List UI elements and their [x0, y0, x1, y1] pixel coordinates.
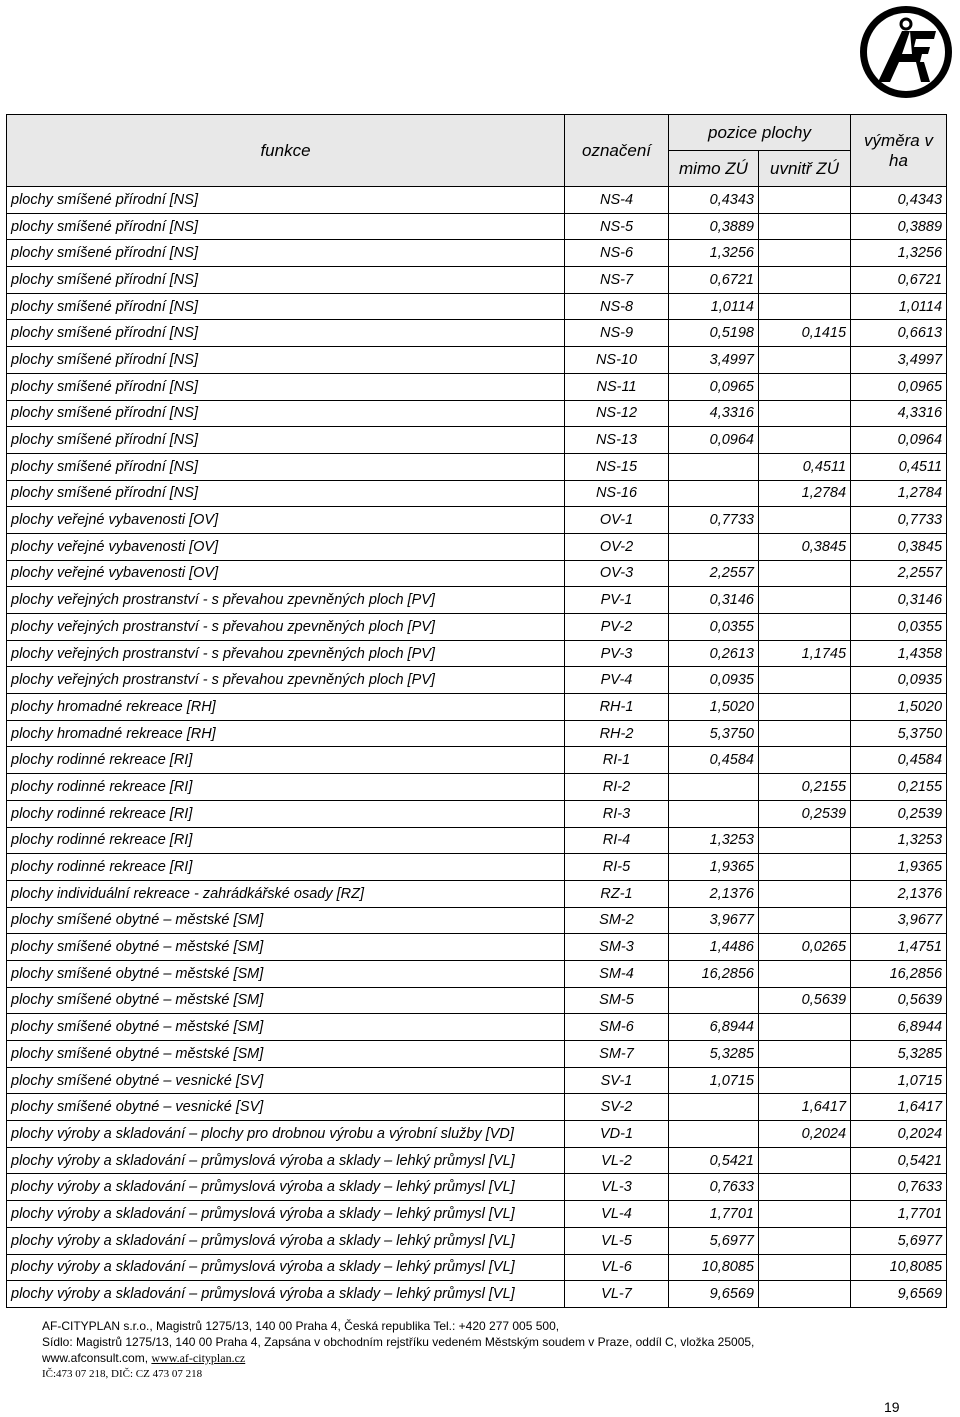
cell-mimo-zu: 10,8085 — [669, 1254, 759, 1281]
cell-funkce: plochy individuální rekreace - zahrádkářské osady [RZ] — [7, 880, 565, 907]
cell-vymera: 0,2539 — [851, 800, 947, 827]
header-funkce: funkce — [7, 115, 565, 187]
cell-funkce: plochy smíšené přírodní [NS] — [7, 213, 565, 240]
table-row — [7, 533, 947, 560]
cell-mimo-zu: 4,3316 — [669, 400, 759, 427]
header-mimo-zu: mimo ZÚ — [669, 151, 759, 187]
table-row — [7, 960, 947, 987]
cell-mimo-zu — [669, 774, 759, 801]
table-row — [7, 453, 947, 480]
cell-mimo-zu: 0,0964 — [669, 427, 759, 454]
cell-oznaceni: NS-16 — [565, 480, 669, 507]
cell-oznaceni: SM-3 — [565, 934, 669, 961]
cell-oznaceni: NS-6 — [565, 240, 669, 267]
cell-oznaceni: NS-8 — [565, 293, 669, 320]
cell-uvnitr-zu: 0,2539 — [759, 800, 851, 827]
table-row — [7, 1147, 947, 1174]
cell-oznaceni: NS-12 — [565, 400, 669, 427]
cell-vymera: 2,2557 — [851, 560, 947, 587]
cell-vymera: 0,5421 — [851, 1147, 947, 1174]
table-row — [7, 934, 947, 961]
cell-uvnitr-zu: 1,6417 — [759, 1094, 851, 1121]
cell-mimo-zu — [669, 987, 759, 1014]
header-vymera: výměra v ha — [851, 115, 947, 187]
cell-vymera: 0,2024 — [851, 1121, 947, 1148]
page-number: 19 — [884, 1399, 900, 1415]
cell-uvnitr-zu — [759, 667, 851, 694]
cell-uvnitr-zu: 1,1745 — [759, 640, 851, 667]
cell-mimo-zu: 0,7733 — [669, 507, 759, 534]
table-row — [7, 400, 947, 427]
table-row — [7, 293, 947, 320]
cell-funkce: plochy smíšené přírodní [NS] — [7, 427, 565, 454]
cell-oznaceni: NS-7 — [565, 267, 669, 294]
table-row — [7, 1014, 947, 1041]
cell-funkce: plochy veřejných prostranství - s převahou zpevněných ploch [PV] — [7, 587, 565, 614]
table-row — [7, 480, 947, 507]
cell-vymera: 2,1376 — [851, 880, 947, 907]
cell-oznaceni: RI-5 — [565, 854, 669, 881]
cell-funkce: plochy veřejné vybavenosti [OV] — [7, 533, 565, 560]
table-row — [7, 187, 947, 214]
cell-funkce: plochy smíšené obytné – vesnické [SV] — [7, 1067, 565, 1094]
cell-uvnitr-zu — [759, 587, 851, 614]
table-row — [7, 1121, 947, 1148]
table-row — [7, 1041, 947, 1068]
cell-oznaceni: VL-2 — [565, 1147, 669, 1174]
cell-mimo-zu: 0,4343 — [669, 187, 759, 214]
cell-uvnitr-zu: 0,2024 — [759, 1121, 851, 1148]
cell-funkce: plochy smíšené obytné – městské [SM] — [7, 1041, 565, 1068]
cell-vymera: 0,5639 — [851, 987, 947, 1014]
cell-uvnitr-zu — [759, 1041, 851, 1068]
cell-mimo-zu: 1,9365 — [669, 854, 759, 881]
cell-uvnitr-zu: 0,4511 — [759, 453, 851, 480]
table-row — [7, 507, 947, 534]
cell-uvnitr-zu — [759, 1281, 851, 1308]
table-row — [7, 373, 947, 400]
table-row — [7, 1067, 947, 1094]
cell-oznaceni: SM-4 — [565, 960, 669, 987]
table-row — [7, 1254, 947, 1281]
cell-vymera: 1,6417 — [851, 1094, 947, 1121]
footer-company-ids: IČ:473 07 218, DIČ: CZ 473 07 218 — [42, 1368, 203, 1380]
cell-oznaceni: SM-6 — [565, 1014, 669, 1041]
cell-uvnitr-zu — [759, 1254, 851, 1281]
cell-vymera: 0,4343 — [851, 187, 947, 214]
cell-vymera: 1,7701 — [851, 1201, 947, 1228]
cell-funkce: plochy veřejných prostranství - s převahou zpevněných ploch [PV] — [7, 667, 565, 694]
table-row — [7, 1227, 947, 1254]
cell-mimo-zu: 0,7633 — [669, 1174, 759, 1201]
table-row — [7, 1201, 947, 1228]
cell-funkce: plochy rodinné rekreace [RI] — [7, 774, 565, 801]
cell-vymera: 9,6569 — [851, 1281, 947, 1308]
cell-oznaceni: OV-1 — [565, 507, 669, 534]
cell-vymera: 1,0114 — [851, 293, 947, 320]
cell-vymera: 0,6721 — [851, 267, 947, 294]
cell-funkce: plochy rodinné rekreace [RI] — [7, 800, 565, 827]
cell-funkce: plochy smíšené přírodní [NS] — [7, 400, 565, 427]
cell-vymera: 0,0964 — [851, 427, 947, 454]
cell-funkce: plochy smíšené přírodní [NS] — [7, 267, 565, 294]
cell-mimo-zu: 1,3256 — [669, 240, 759, 267]
cell-uvnitr-zu — [759, 1147, 851, 1174]
cell-oznaceni: NS-5 — [565, 213, 669, 240]
cell-funkce: plochy rodinné rekreace [RI] — [7, 854, 565, 881]
table-row — [7, 587, 947, 614]
cell-oznaceni: SM-7 — [565, 1041, 669, 1068]
table-row — [7, 320, 947, 347]
cell-funkce: plochy výroby a skladování – průmyslová výroba a sklady – lehký průmysl [VL] — [7, 1174, 565, 1201]
cell-oznaceni: VL-3 — [565, 1174, 669, 1201]
cell-vymera: 3,4997 — [851, 347, 947, 374]
header-pozice-plochy: pozice plochy — [669, 115, 851, 151]
cell-vymera: 0,4584 — [851, 747, 947, 774]
cell-vymera: 0,4511 — [851, 453, 947, 480]
cell-oznaceni: PV-4 — [565, 667, 669, 694]
cell-oznaceni: NS-13 — [565, 427, 669, 454]
cell-mimo-zu — [669, 533, 759, 560]
cell-oznaceni: RI-2 — [565, 774, 669, 801]
cell-uvnitr-zu — [759, 854, 851, 881]
cell-oznaceni: NS-11 — [565, 373, 669, 400]
cell-mimo-zu: 5,3285 — [669, 1041, 759, 1068]
cell-mimo-zu: 1,4486 — [669, 934, 759, 961]
cell-mimo-zu — [669, 1121, 759, 1148]
cell-funkce: plochy veřejné vybavenosti [OV] — [7, 507, 565, 534]
cell-uvnitr-zu: 0,0265 — [759, 934, 851, 961]
header-oznaceni: označení — [565, 115, 669, 187]
cell-uvnitr-zu: 0,2155 — [759, 774, 851, 801]
cell-mimo-zu: 0,3146 — [669, 587, 759, 614]
table-row — [7, 880, 947, 907]
cell-uvnitr-zu: 1,2784 — [759, 480, 851, 507]
cell-oznaceni: NS-10 — [565, 347, 669, 374]
cell-oznaceni: NS-4 — [565, 187, 669, 214]
table-row — [7, 827, 947, 854]
cell-mimo-zu — [669, 800, 759, 827]
table-row — [7, 747, 947, 774]
table-row — [7, 640, 947, 667]
table-row — [7, 267, 947, 294]
cell-uvnitr-zu — [759, 827, 851, 854]
cell-funkce: plochy smíšené přírodní [NS] — [7, 373, 565, 400]
cell-oznaceni: NS-15 — [565, 453, 669, 480]
cell-vymera: 4,3316 — [851, 400, 947, 427]
cell-vymera: 0,6613 — [851, 320, 947, 347]
header-uvnitr-zu: uvnitř ZÚ — [759, 151, 851, 187]
cell-mimo-zu: 3,4997 — [669, 347, 759, 374]
cell-vymera: 0,2155 — [851, 774, 947, 801]
cell-vymera: 1,3256 — [851, 240, 947, 267]
cell-uvnitr-zu: 0,3845 — [759, 533, 851, 560]
cell-uvnitr-zu — [759, 187, 851, 214]
cell-funkce: plochy smíšené obytné – městské [SM] — [7, 934, 565, 961]
cell-mimo-zu — [669, 453, 759, 480]
table-row — [7, 1174, 947, 1201]
table-row — [7, 1094, 947, 1121]
cell-oznaceni: VL-5 — [565, 1227, 669, 1254]
cell-funkce: plochy smíšené přírodní [NS] — [7, 240, 565, 267]
cell-mimo-zu: 0,0935 — [669, 667, 759, 694]
cell-oznaceni: RI-1 — [565, 747, 669, 774]
cell-vymera: 0,7633 — [851, 1174, 947, 1201]
cell-mimo-zu: 16,2856 — [669, 960, 759, 987]
table-row — [7, 240, 947, 267]
land-area-table — [6, 114, 947, 1308]
cell-funkce: plochy veřejných prostranství - s převahou zpevněných ploch [PV] — [7, 614, 565, 641]
cell-mimo-zu: 0,0355 — [669, 614, 759, 641]
cell-uvnitr-zu — [759, 720, 851, 747]
cell-funkce: plochy smíšené obytné – městské [SM] — [7, 1014, 565, 1041]
cell-vymera: 10,8085 — [851, 1254, 947, 1281]
table-row — [7, 774, 947, 801]
cell-oznaceni: SM-2 — [565, 907, 669, 934]
cell-funkce: plochy rodinné rekreace [RI] — [7, 747, 565, 774]
cell-uvnitr-zu — [759, 427, 851, 454]
cell-uvnitr-zu — [759, 960, 851, 987]
cell-mimo-zu: 2,1376 — [669, 880, 759, 907]
cell-funkce: plochy výroby a skladování – průmyslová výroba a sklady – lehký průmysl [VL] — [7, 1227, 565, 1254]
cell-uvnitr-zu — [759, 347, 851, 374]
table-row — [7, 427, 947, 454]
cell-oznaceni: SV-1 — [565, 1067, 669, 1094]
footer-web-line — [42, 1350, 754, 1366]
cell-uvnitr-zu — [759, 747, 851, 774]
cell-oznaceni: RH-2 — [565, 720, 669, 747]
cell-uvnitr-zu: 0,5639 — [759, 987, 851, 1014]
cell-vymera: 0,0965 — [851, 373, 947, 400]
cell-oznaceni: VL-7 — [565, 1281, 669, 1308]
cell-vymera: 5,6977 — [851, 1227, 947, 1254]
cell-funkce: plochy hromadné rekreace [RH] — [7, 720, 565, 747]
cell-uvnitr-zu — [759, 240, 851, 267]
cell-funkce: plochy smíšené obytné – městské [SM] — [7, 907, 565, 934]
footer-web-link-afconsult[interactable]: www.afconsult.com, — [42, 1351, 149, 1365]
cell-uvnitr-zu — [759, 1067, 851, 1094]
cell-funkce: plochy veřejné vybavenosti [OV] — [7, 560, 565, 587]
cell-funkce: plochy rodinné rekreace [RI] — [7, 827, 565, 854]
cell-uvnitr-zu — [759, 614, 851, 641]
cell-uvnitr-zu — [759, 507, 851, 534]
cell-uvnitr-zu — [759, 267, 851, 294]
cell-uvnitr-zu — [759, 1174, 851, 1201]
table-row — [7, 720, 947, 747]
footer-registry-line: Sídlo: Magistrů 1275/13, 140 00 Praha 4, Zapsána v obchodním rejstříku vedeném Městským soudem v Praze, oddíl C, vložka 25005, — [42, 1335, 755, 1349]
cell-funkce: plochy výroby a skladování – průmyslová výroba a sklady – lehký průmysl [VL] — [7, 1281, 565, 1308]
table-row — [7, 667, 947, 694]
cell-uvnitr-zu — [759, 560, 851, 587]
cell-oznaceni: PV-3 — [565, 640, 669, 667]
cell-uvnitr-zu: 0,1415 — [759, 320, 851, 347]
cell-mimo-zu: 0,5421 — [669, 1147, 759, 1174]
table-row — [7, 560, 947, 587]
cell-oznaceni: OV-2 — [565, 533, 669, 560]
table-row — [7, 347, 947, 374]
cell-mimo-zu: 5,3750 — [669, 720, 759, 747]
cell-funkce: plochy smíšené přírodní [NS] — [7, 187, 565, 214]
cell-funkce: plochy výroby a skladování – plochy pro drobnou výrobu a výrobní služby [VD] — [7, 1121, 565, 1148]
cell-uvnitr-zu — [759, 1201, 851, 1228]
cell-mimo-zu: 1,5020 — [669, 694, 759, 721]
cell-mimo-zu: 0,0965 — [669, 373, 759, 400]
cell-oznaceni: VD-1 — [565, 1121, 669, 1148]
cell-mimo-zu: 0,3889 — [669, 213, 759, 240]
table-row — [7, 1281, 947, 1308]
table-row — [7, 854, 947, 881]
cell-vymera: 0,3146 — [851, 587, 947, 614]
cell-mimo-zu: 6,8944 — [669, 1014, 759, 1041]
cell-funkce: plochy výroby a skladování – průmyslová výroba a sklady – lehký průmysl [VL] — [7, 1147, 565, 1174]
cell-uvnitr-zu — [759, 1227, 851, 1254]
cell-mimo-zu: 0,2613 — [669, 640, 759, 667]
cell-vymera: 1,4751 — [851, 934, 947, 961]
cell-uvnitr-zu — [759, 907, 851, 934]
cell-mimo-zu: 0,4584 — [669, 747, 759, 774]
table-row — [7, 987, 947, 1014]
cell-funkce: plochy veřejných prostranství - s převahou zpevněných ploch [PV] — [7, 640, 565, 667]
company-footer — [42, 1318, 754, 1382]
cell-oznaceni: OV-3 — [565, 560, 669, 587]
cell-oznaceni: VL-4 — [565, 1201, 669, 1228]
cell-vymera: 1,2784 — [851, 480, 947, 507]
cell-funkce: plochy smíšené přírodní [NS] — [7, 480, 565, 507]
cell-uvnitr-zu — [759, 400, 851, 427]
cell-funkce: plochy smíšené přírodní [NS] — [7, 347, 565, 374]
cell-mimo-zu: 9,6569 — [669, 1281, 759, 1308]
cell-vymera: 0,7733 — [851, 507, 947, 534]
cell-vymera: 5,3285 — [851, 1041, 947, 1068]
cell-mimo-zu: 1,7701 — [669, 1201, 759, 1228]
cell-oznaceni: RI-3 — [565, 800, 669, 827]
af-logo-icon — [858, 4, 954, 100]
cell-uvnitr-zu — [759, 213, 851, 240]
cell-oznaceni: VL-6 — [565, 1254, 669, 1281]
table-row — [7, 907, 947, 934]
cell-uvnitr-zu — [759, 293, 851, 320]
cell-mimo-zu: 2,2557 — [669, 560, 759, 587]
cell-vymera: 0,0355 — [851, 614, 947, 641]
cell-funkce: plochy hromadné rekreace [RH] — [7, 694, 565, 721]
cell-funkce: plochy smíšené přírodní [NS] — [7, 293, 565, 320]
cell-mimo-zu: 0,6721 — [669, 267, 759, 294]
cell-vymera: 1,3253 — [851, 827, 947, 854]
cell-mimo-zu — [669, 480, 759, 507]
cell-vymera: 0,0935 — [851, 667, 947, 694]
cell-funkce: plochy výroby a skladování – průmyslová výroba a sklady – lehký průmysl [VL] — [7, 1201, 565, 1228]
cell-oznaceni: PV-1 — [565, 587, 669, 614]
cell-funkce: plochy smíšené přírodní [NS] — [7, 453, 565, 480]
cell-mimo-zu: 1,3253 — [669, 827, 759, 854]
cell-vymera: 5,3750 — [851, 720, 947, 747]
cell-uvnitr-zu — [759, 1014, 851, 1041]
table-row — [7, 213, 947, 240]
cell-mimo-zu: 5,6977 — [669, 1227, 759, 1254]
table-body — [7, 187, 947, 1308]
cell-uvnitr-zu — [759, 373, 851, 400]
cell-mimo-zu: 3,9677 — [669, 907, 759, 934]
cell-mimo-zu: 0,5198 — [669, 320, 759, 347]
cell-oznaceni: NS-9 — [565, 320, 669, 347]
cell-funkce: plochy výroby a skladování – průmyslová výroba a sklady – lehký průmysl [VL] — [7, 1254, 565, 1281]
cell-vymera: 1,5020 — [851, 694, 947, 721]
cell-mimo-zu: 1,0715 — [669, 1067, 759, 1094]
cell-vymera: 1,4358 — [851, 640, 947, 667]
footer-address-line: AF-CITYPLAN s.r.o., Magistrů 1275/13, 140 00 Praha 4, Česká republika Tel.: +420 277 005 500, — [42, 1319, 560, 1333]
footer-web-link-cityplan[interactable]: www.af-cityplan.cz — [151, 1351, 246, 1365]
table-row — [7, 694, 947, 721]
cell-vymera: 3,9677 — [851, 907, 947, 934]
cell-mimo-zu — [669, 1094, 759, 1121]
cell-mimo-zu: 1,0114 — [669, 293, 759, 320]
cell-oznaceni: SM-5 — [565, 987, 669, 1014]
cell-vymera: 16,2856 — [851, 960, 947, 987]
cell-oznaceni: RZ-1 — [565, 880, 669, 907]
cell-funkce: plochy smíšené obytné – městské [SM] — [7, 987, 565, 1014]
cell-oznaceni: SV-2 — [565, 1094, 669, 1121]
cell-uvnitr-zu — [759, 880, 851, 907]
cell-funkce: plochy smíšené přírodní [NS] — [7, 320, 565, 347]
cell-vymera: 6,8944 — [851, 1014, 947, 1041]
cell-vymera: 0,3889 — [851, 213, 947, 240]
cell-vymera: 1,9365 — [851, 854, 947, 881]
cell-oznaceni: PV-2 — [565, 614, 669, 641]
cell-funkce: plochy smíšené obytné – městské [SM] — [7, 960, 565, 987]
cell-vymera: 0,3845 — [851, 533, 947, 560]
cell-uvnitr-zu — [759, 694, 851, 721]
cell-oznaceni: RI-4 — [565, 827, 669, 854]
cell-vymera: 1,0715 — [851, 1067, 947, 1094]
cell-oznaceni: RH-1 — [565, 694, 669, 721]
cell-funkce: plochy smíšené obytné – vesnické [SV] — [7, 1094, 565, 1121]
table-row — [7, 800, 947, 827]
table-row — [7, 614, 947, 641]
